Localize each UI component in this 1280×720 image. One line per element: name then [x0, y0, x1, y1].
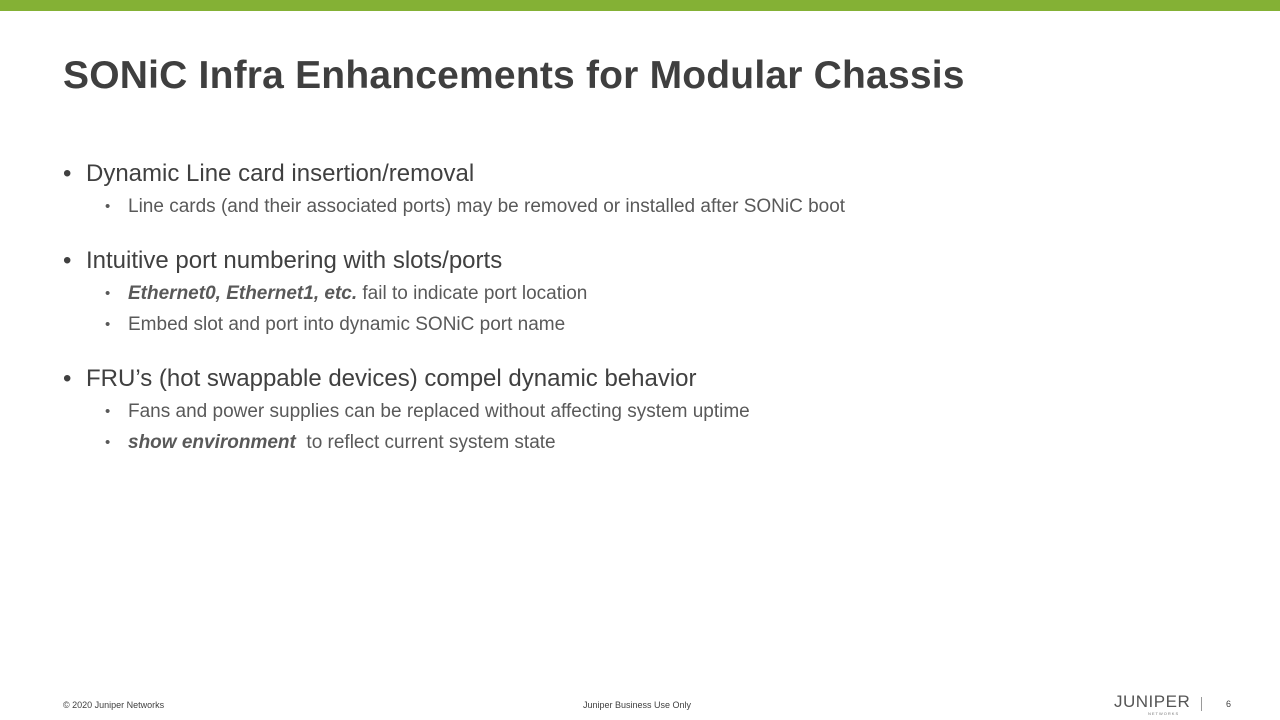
bullet-heading: • Intuitive port numbering with slots/ports — [63, 244, 1213, 278]
sub-bullet: • Ethernet0, Ethernet1, etc. fail to indicate port location — [63, 278, 1213, 309]
footer-classification: Juniper Business Use Only — [583, 700, 692, 710]
bullet-section — [63, 244, 1213, 340]
page-number: 6 — [1226, 699, 1232, 709]
footer-copyright: © 2020 Juniper Networks — [63, 700, 165, 710]
bullet-icon: • — [105, 403, 111, 420]
sub-bullet: • Fans and power supplies can be replaced without affecting system uptime — [63, 396, 1213, 427]
footer-divider — [1201, 697, 1202, 711]
bullet-heading: • FRU’s (hot swappable devices) compel dynamic behavior — [63, 362, 1213, 396]
bullet-section — [63, 157, 1213, 222]
slide-content — [63, 157, 1213, 480]
sub-bullet: • show environment to reflect current system state — [63, 427, 1213, 458]
bullet-icon: • — [63, 160, 72, 187]
slide-title: SONiC Infra Enhancements for Modular Chassis — [63, 54, 965, 97]
top-accent-bar — [0, 0, 1280, 11]
sub-bullet: • Embed slot and port into dynamic SONiC port name — [63, 309, 1213, 340]
logo-wordmark: JUNIPER — [1114, 692, 1191, 711]
sub-bullet: • Line cards (and their associated ports) may be removed or installed after SONiC boot — [63, 191, 1213, 222]
bullet-icon: • — [105, 198, 111, 215]
bullet-icon: • — [63, 365, 72, 392]
bullet-heading: • Dynamic Line card insertion/removal — [63, 157, 1213, 191]
bullet-icon: • — [105, 316, 111, 333]
juniper-logo — [1114, 692, 1191, 717]
bullet-section — [63, 362, 1213, 458]
logo-subtext: NETWORKS — [1148, 711, 1180, 716]
bullet-icon: • — [105, 434, 111, 451]
bullet-icon: • — [63, 247, 72, 274]
bullet-icon: • — [105, 285, 111, 302]
